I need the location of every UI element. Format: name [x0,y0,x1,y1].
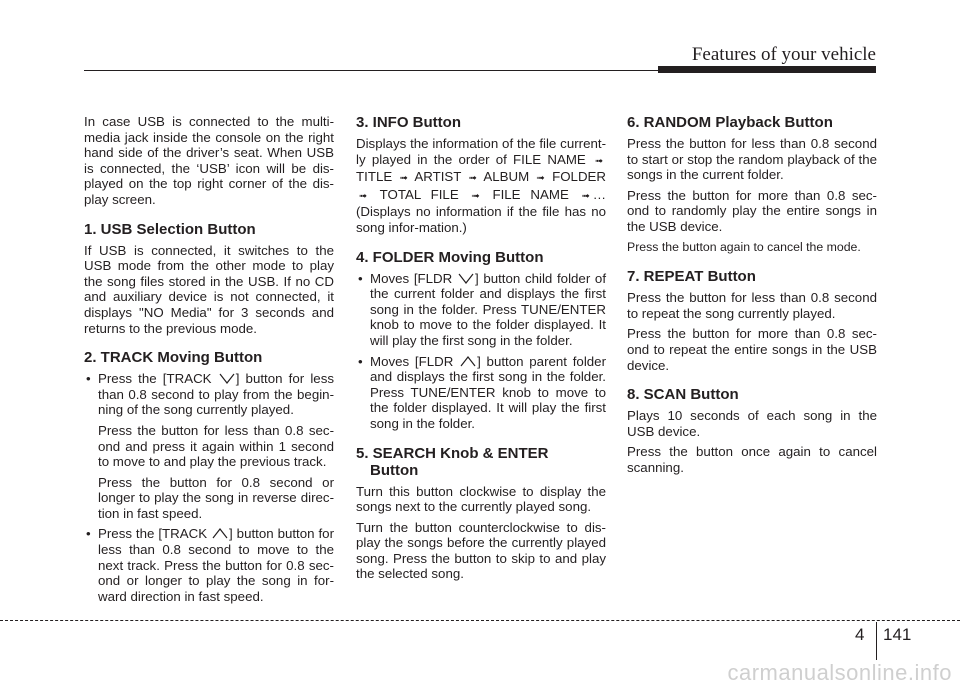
arrow-icon: ➟ [468,173,477,185]
footer-divider [876,622,877,660]
chevron-up-icon [459,355,477,368]
random-text-1: Press the button for less than 0.8 second to start or stop the random playback of the songs in the current folder. [627,136,877,183]
arrow-icon: ➟ [399,173,408,185]
column-middle [356,114,606,587]
header-rule [84,70,658,71]
header-bar [658,66,876,73]
search-knob-heading: 5. SEARCH Knob & ENTER Button [356,444,549,479]
arrow-icon: ➟ [594,155,604,167]
scan-text-1: Plays 10 seconds of each song in the USB device. [627,408,877,439]
track-bullets [84,371,334,418]
folder-up-bullet: • Moves [FLDR ] button parent folder and displays the first song in the folder. Press TUNE/ENTER knob to move to the folder displayed. It will play the first song in the folder. [356,354,606,432]
folder-moving-heading: 4. FOLDER Moving Button [356,248,544,266]
chevron-down-icon [218,372,236,385]
chevron-up-icon [211,527,229,540]
intro-paragraph: In case USB is connected to the multi-media jack inside the console on the right hand side of the driver’s seat. When USB is connected, the ‘USB’ icon will be dis-played on the top right corner of the dis-play screen. [84,114,334,207]
info-heading: 3. INFO Button [356,114,461,131]
track-up-bullet: • Press the [TRACK ] button button for less than 0.8 second to move to the next track. Press the button for 0.8 sec-ond or longer to play the song in for-ward direction in fast speed. [84,526,334,604]
folder-bullets [356,271,606,432]
repeat-text-1: Press the button for less than 0.8 second to repeat the song currently played. [627,290,877,321]
arrow-icon: ➟ [471,190,480,202]
folder-down-bullet: • Moves [FLDR ] button child folder of the current folder and displays the first song in the folder. Press TUNE/ENTER knob to move to the folder displayed. It will play the first song in the folder. [356,271,606,349]
watermark: carmanualsonline.info [727,660,952,685]
random-text-3: Press the button again to cancel the mode. [627,239,861,254]
random-text-2: Press the button for more than 0.8 sec-ond to randomly play the entire songs in the USB device. [627,187,877,234]
scan-heading: 8. SCAN Button [627,386,739,404]
column-left [84,114,334,609]
usb-selection-text: If USB is connected, it switches to the USB mode from the other mode to play the song files stored in the USB. If no CD and auxiliary device is not connected, it displays "NO Media" for 3 seconds and returns to the previous mode. [84,242,334,336]
chapter-number: 4 [855,625,865,644]
scan-text-2: Press the button once again to cancel scanning. [627,444,877,475]
track-bullets-2 [84,526,334,604]
search-clockwise-text: Turn this button clockwise to display the songs next to the currently played song. [356,483,606,515]
repeat-heading: 7. REPEAT Button [627,268,756,286]
header-title: Features of your vehicle [691,44,876,65]
column-right [627,114,877,481]
footer-rule [0,620,960,621]
chevron-down-icon [457,272,475,285]
arrow-icon: ➟ [358,190,368,202]
track-moving-heading: 2. TRACK Moving Button [84,349,263,367]
track-down-detail-1: Press the button for less than 0.8 sec-ond and press it again within 1 second to move to and play the previous track. [98,422,334,470]
random-heading: 6. RANDOM Playback Button [627,114,833,131]
repeat-text-2: Press the button for more than 0.8 sec-ond to repeat the entire songs in the USB device. [627,326,877,373]
search-counterclockwise-text: Turn the button counterclockwise to dis-play the songs before the currently played song. Press the button to skip to and play the selected song. [356,519,606,582]
arrow-icon: ➟ [581,190,590,202]
arrow-icon: ➟ [536,173,545,185]
track-down-detail-2: Press the button for 0.8 second or longer to play the song in reverse direc-tion in fast speed. [98,474,334,521]
track-down-bullet: • Press the [TRACK ] button for less than 0.8 second to play from the begin-ning of the song currently played. [84,371,334,418]
usb-selection-heading: 1. USB Selection Button [84,220,256,238]
page-number: 141 [883,625,912,644]
info-text: Displays the information of the file current-ly played in the order of FILE NAME ➟ TITLE ➟ ARTIST ➟ ALBUM ➟ FOLDER ➟ TOTAL FILE ➟ FILE NAME ➟ … (Displays no information if the file has no song infor-mation.) [356,136,607,235]
